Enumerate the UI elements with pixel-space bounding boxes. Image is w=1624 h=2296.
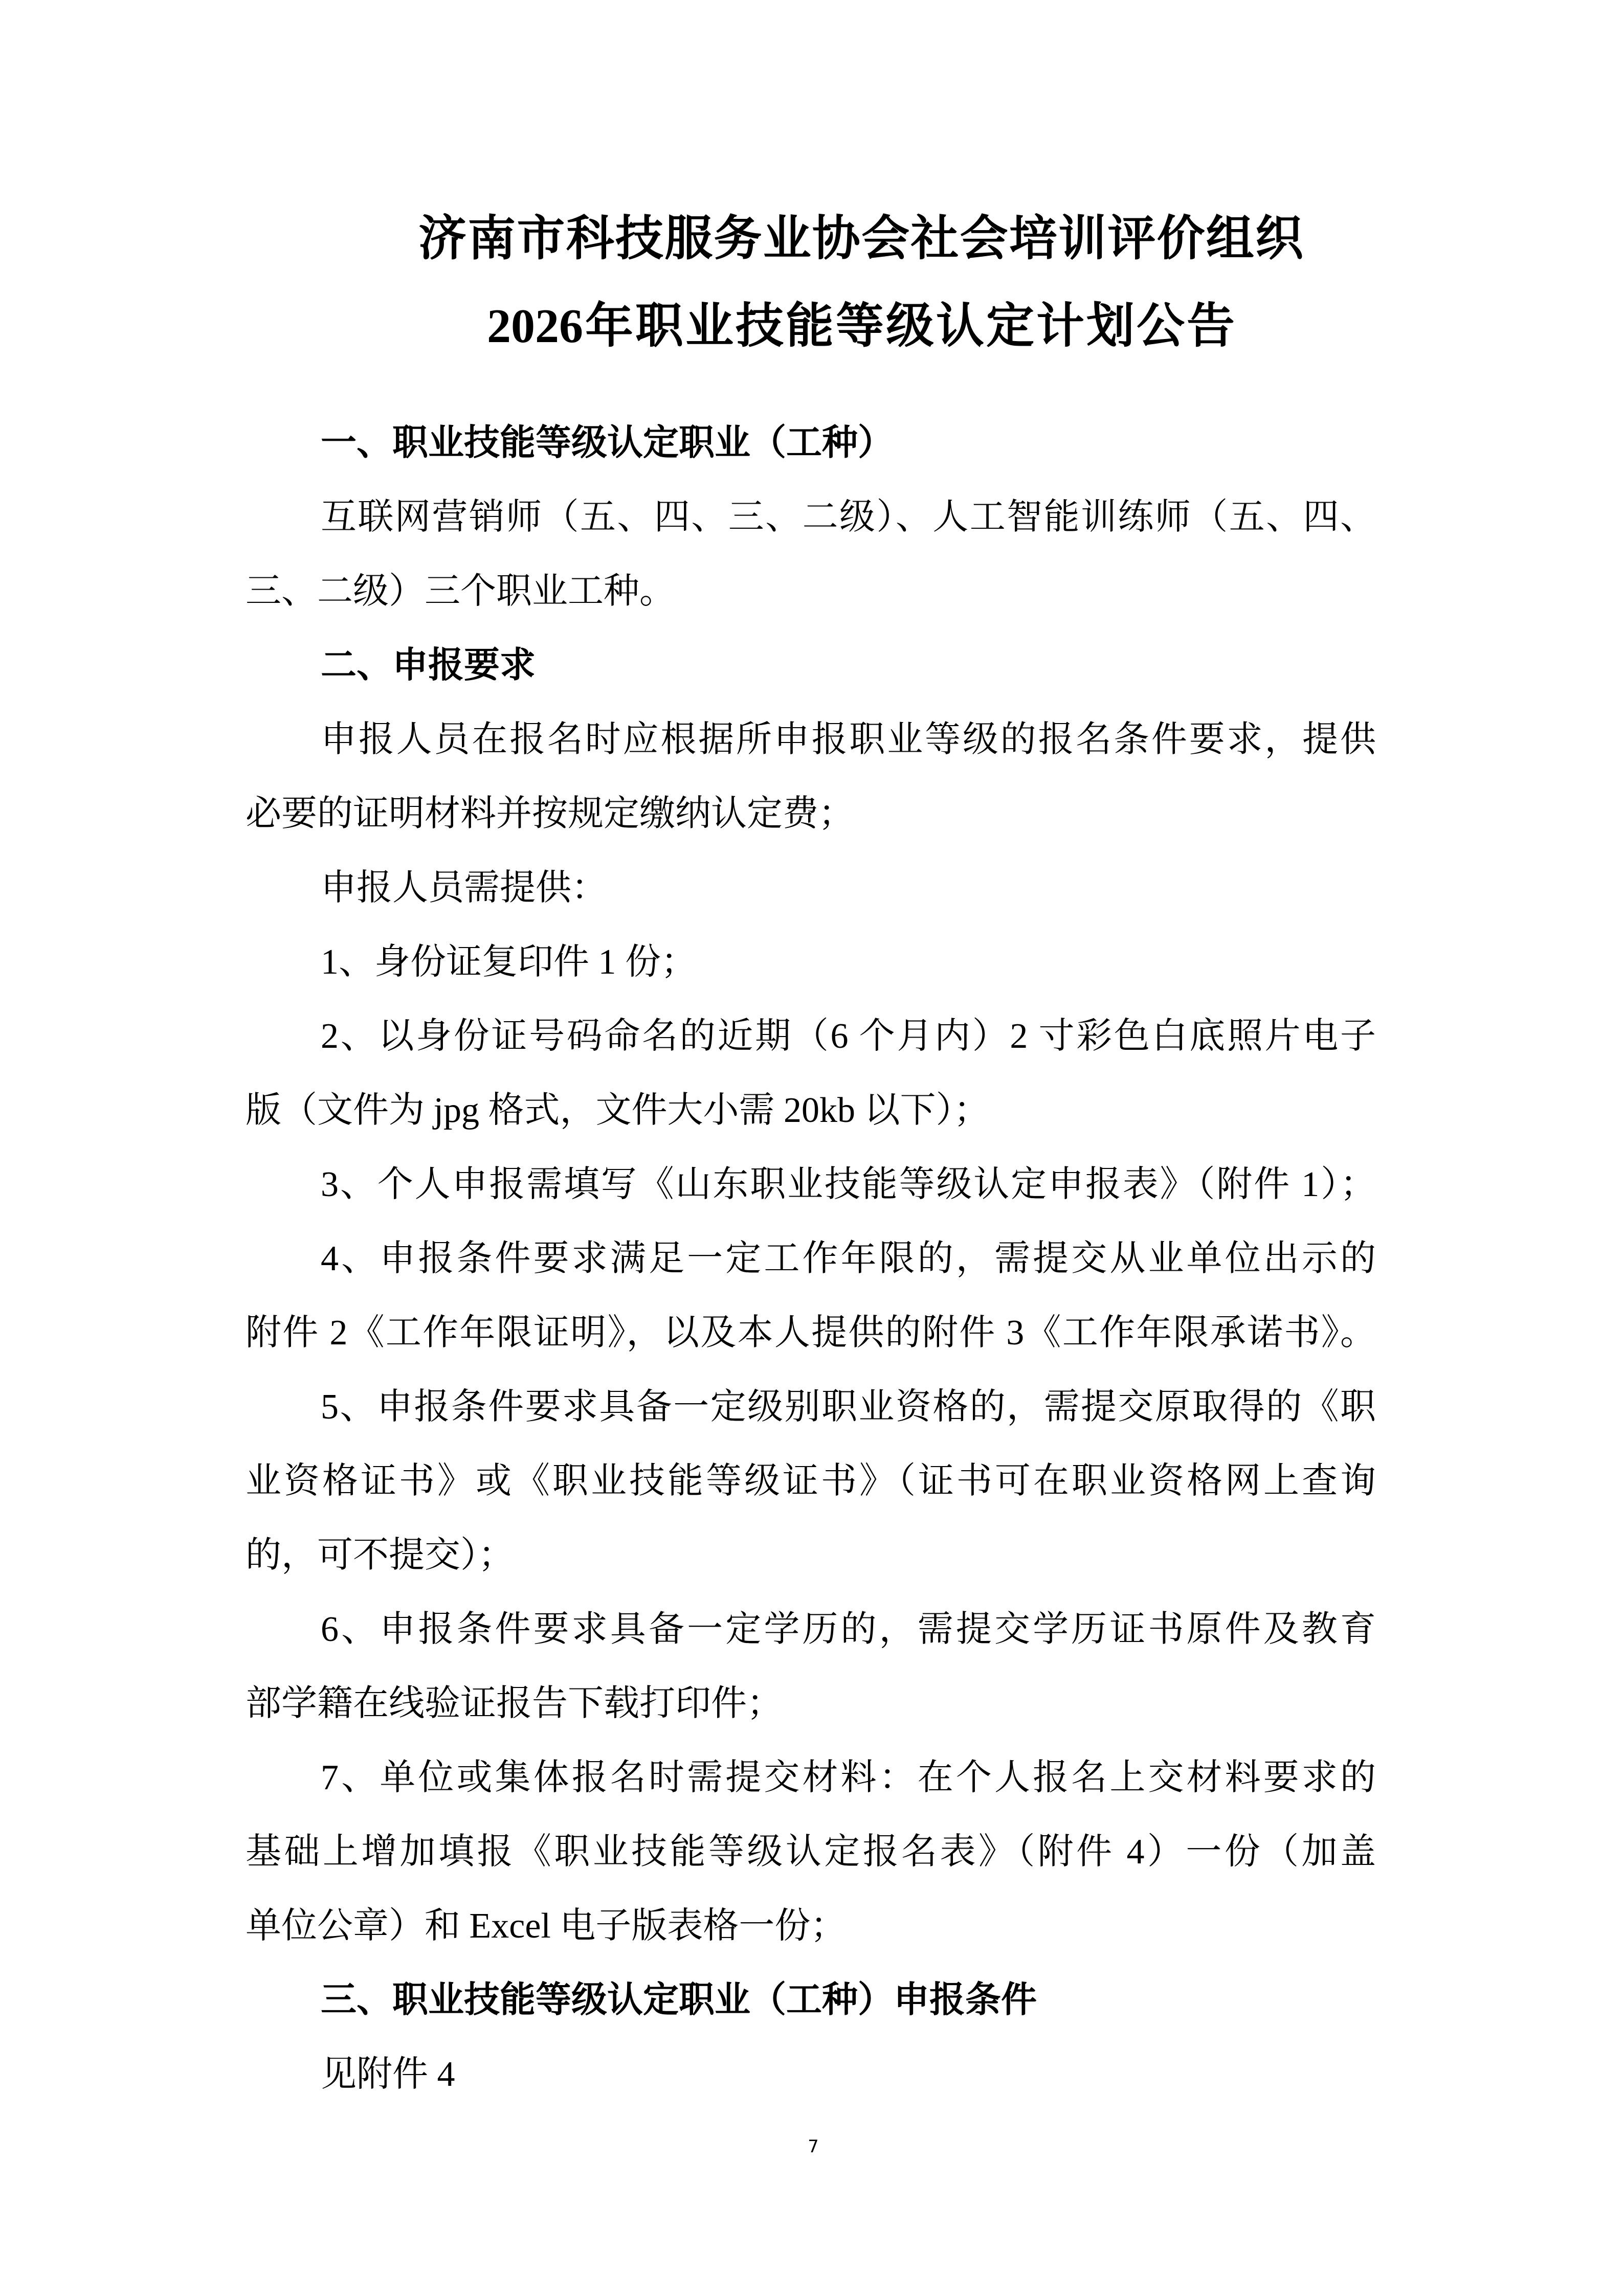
paragraph-line: 三、二级）三个职业工种。 xyxy=(246,572,675,611)
list-item-6-cont: 部学籍在线验证报告下载打印件； xyxy=(246,1684,783,1723)
list-item-2: 2、以身份证号码命名的近期（6 个月内）2 寸彩色白底照片电子 xyxy=(321,1017,1376,1056)
list-item-7-cont: 单位公章）和 Excel 电子版表格一份； xyxy=(246,1906,847,1946)
page-number: 7 xyxy=(808,2136,819,2157)
list-item-6: 6、申报条件要求具备一定学历的，需提交学历证书原件及教育 xyxy=(321,1610,1376,1649)
list-item-2-cont: 版（文件为 jpg 格式，文件大小需 20kb 以下）； xyxy=(246,1091,990,1130)
section-heading-3: 三、职业技能等级认定职业（工种）申报条件 xyxy=(321,1980,1037,2020)
list-item-7-cont: 基础上增加填报《职业技能等级认定报名表》（附件 4）一份（加盖 xyxy=(246,1832,1376,1872)
list-item-3: 3、个人申报需填写《山东职业技能等级认定申报表》（附件 1）； xyxy=(321,1165,1376,1204)
list-item-5: 5、申报条件要求具备一定级别职业资格的，需提交原取得的《职 xyxy=(321,1387,1376,1427)
list-item-5-cont: 业资格证书》或《职业技能等级证书》（证书可在职业资格网上查询 xyxy=(246,1461,1376,1501)
document-title-line-2: 2026年职业技能等级认定计划公告 xyxy=(487,300,1235,353)
document-title-line-1: 济南市科技服务业协会社会培训评价组织 xyxy=(418,212,1303,265)
section-heading-1: 一、职业技能等级认定职业（工种） xyxy=(321,423,894,463)
list-item-1: 1、身份证复印件 1 份； xyxy=(321,942,697,982)
paragraph-line: 必要的证明材料并按规定缴纳认定费； xyxy=(246,794,854,834)
list-item-4: 4、申报条件要求满足一定工作年限的，需提交从业单位出示的 xyxy=(321,1239,1376,1278)
paragraph-line: 见附件 4 xyxy=(321,2055,455,2094)
list-item-4-cont: 附件 2《工作年限证明》，以及本人提供的附件 3《工作年限承诺书》。 xyxy=(246,1313,1376,1353)
paragraph-line: 申报人员在报名时应根据所申报职业等级的报名条件要求，提供 xyxy=(321,720,1376,759)
paragraph-line: 申报人员需提供： xyxy=(321,868,607,908)
list-item-5-cont: 的，可不提交）； xyxy=(246,1536,514,1575)
paragraph-line: 互联网营销师（五、四、三、二级）、人工智能训练师（五、四、 xyxy=(321,498,1376,537)
section-heading-2: 二、申报要求 xyxy=(321,646,536,685)
list-item-7: 7、单位或集体报名时需提交材料：在个人报名上交材料要求的 xyxy=(321,1758,1376,1797)
